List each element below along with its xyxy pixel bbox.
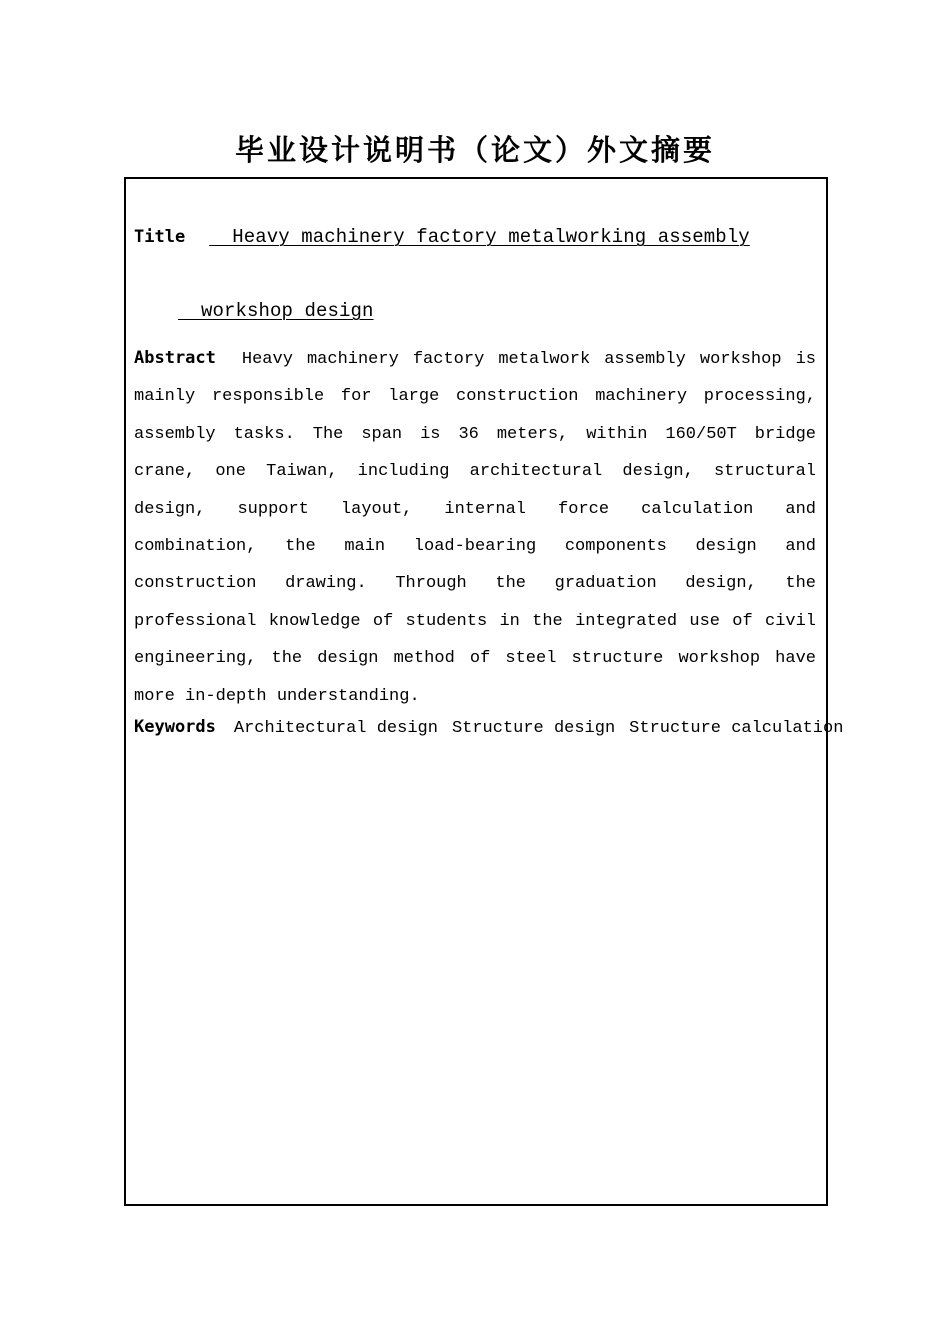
abstract-label: Abstract	[134, 348, 216, 368]
title-text-line-1: Heavy machinery factory metalworking assembly	[209, 226, 750, 248]
title-row	[134, 223, 817, 251]
abstract-text: Heavy machinery factory metalwork assembly workshop is mainly responsible for large construction machinery processing, assembly tasks. The span is 36 meters, within 160/50T bridge crane, one Taiwan, including architectural design, structural design, support layout, internal force calculation and combination, the main load-bearing components design and construction drawing. Through the graduation design, the professional knowledge of students in the integrated use of civil engineering, the design method of steel structure workshop have more in-depth understanding.	[134, 350, 816, 706]
title-label: Title	[134, 227, 186, 247]
abstract-form-box	[124, 177, 844, 1206]
keywords-label: Keywords	[134, 717, 216, 737]
title-row-continued	[134, 297, 817, 325]
abstract-paragraph	[134, 340, 816, 715]
title-text-line-2: workshop design	[178, 300, 374, 322]
keywords-row	[134, 713, 844, 741]
keyword-item: Structure design	[451, 719, 616, 738]
page-title: 毕业设计说明书（论文）外文摘要	[234, 133, 715, 167]
keyword-item: Structure calculation	[629, 719, 844, 738]
keyword-item: Architectural design	[233, 719, 438, 738]
